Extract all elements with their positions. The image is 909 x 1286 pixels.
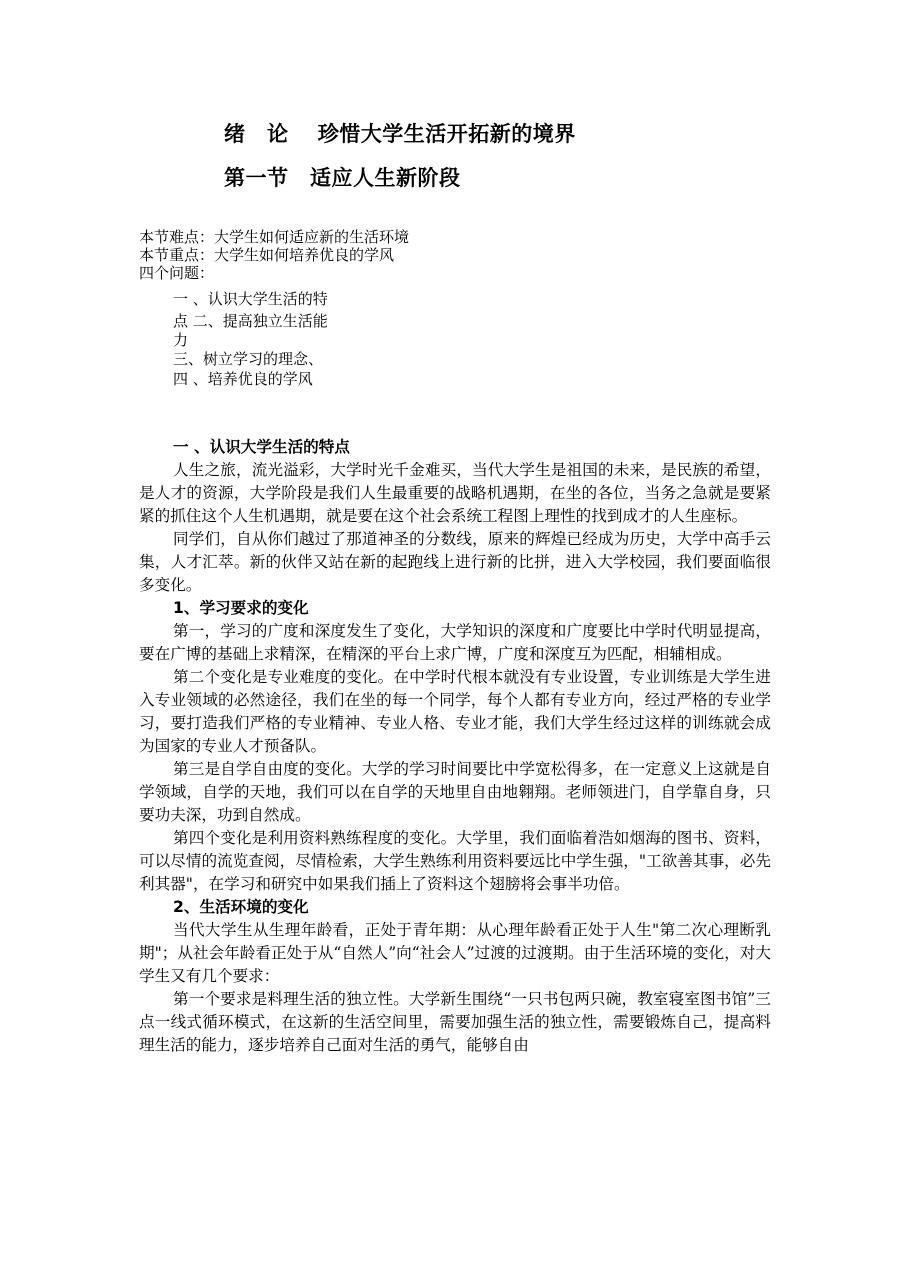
paragraph: 当代大学生从生理年龄看，正处于青年期：从心理年龄看正处于人生"第二次心理断乳期"；从社会年龄看正处于从“自然人”向“社会人”过渡的过渡期。由于生活环境的变化，对大学生又有几个要求： <box>139 921 771 985</box>
heading-study-requirements: 1、学习要求的变化 <box>173 599 309 617</box>
paragraph: 第四个变化是利用资料熟练程度的变化。大学里，我们面临着浩如烟海的图书、资料，可以尽情的流览查阅，尽情检索，大学生熟练利用资料要远比中学生强，"工欲善其事，必先利其器"，在学习和研究中如果我们插上了资料这个翅膀将会事半功倍。 <box>139 829 771 893</box>
paragraph: 第三是自学自由度的变化。大学的学习时间要比中学宽松得多，在一定意义上这就是自学领域，自学的天地，我们可以在自学的天地里自由地翱翔。老师领进门，自学靠自身，只要功夫深，功到自然成。 <box>139 760 771 824</box>
paragraph: 人生之旅，流光溢彩，大学时光千金难买，当代大学生是祖国的未来，是民族的希望，是人才的资源，大学阶段是我们人生最重要的战略机遇期，在坐的各位，当务之急就是要紧紧的抓住这个人生机遇期，就是要在这个社会系统工程图上理性的找到成才的人生座标。 <box>139 461 771 525</box>
heading-university-life: 一 、认识大学生活的特点 <box>173 438 350 456</box>
heading-living-environment: 2、生活环境的变化 <box>173 898 309 916</box>
document-body <box>139 436 771 1057</box>
section-title: 第一节 适应人生新阶段 <box>224 166 461 190</box>
question-line: 一 、认识大学生活的特 <box>173 290 328 308</box>
paragraph: 第二个变化是专业难度的变化。在中学时代根本就没有专业设置，专业训练是大学生进入专业领域的必然途径，我们在坐的每一个同学，每个人都有专业方向，经过严格的专业学习，要打造我们严格的专业精神、专业人格、专业才能，我们大学生经过这样的训练就会成为国家的专业人才预备队。 <box>139 668 771 755</box>
chapter-title: 绪 论 珍惜大学生活开拓新的境界 <box>224 122 576 146</box>
questions-label: 四个问题： <box>139 264 215 282</box>
focus-line: 本节重点：大学生如何培养优良的学风 <box>139 246 395 264</box>
paragraph: 第一，学习的广度和深度发生了变化，大学知识的深度和广度要比中学时代明显提高，要在广博的基础上求精深，在精深的平台上求广博，广度和深度互为匹配，相辅相成。 <box>139 622 771 663</box>
question-line: 四 、培养优良的学风 <box>173 370 313 388</box>
question-line: 三、树立学习的理念、 <box>173 350 324 368</box>
question-line: 点 二、提高独立生活能 <box>173 312 328 330</box>
question-line: 力 <box>173 331 189 349</box>
paragraph: 同学们，自从你们越过了那道神圣的分数线，原来的辉煌已经成为历史，大学中高手云集，人才汇萃。新的伙伴又站在新的起跑线上进行新的比拼，进入大学校园，我们要面临很多变化。 <box>139 530 771 594</box>
difficulty-line: 本节难点：大学生如何适应新的生活环境 <box>139 228 410 246</box>
paragraph: 第一个要求是料理生活的独立性。大学新生围绕“一只书包两只碗，教室寝室图书馆”三点一线式循环模式，在这新的生活空间里，需要加强生活的独立性，需要锻炼自己，提高料理生活的能力，逐步培养自己面对生活的勇气，能够自由 <box>139 990 771 1054</box>
